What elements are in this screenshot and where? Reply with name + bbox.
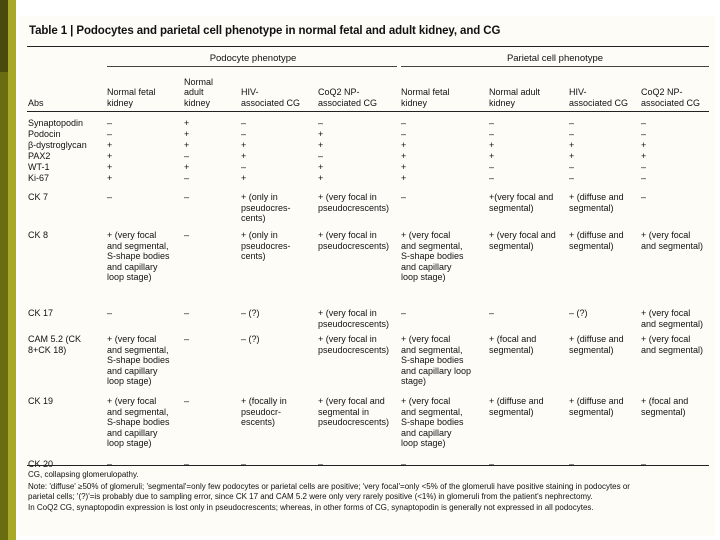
row-label <box>28 192 48 203</box>
column-header <box>489 87 540 108</box>
row-label-line: CK 19 <box>28 396 54 406</box>
table-cell-line: – <box>107 129 113 139</box>
table-cell <box>401 118 406 129</box>
table-cell-line: and segmental, <box>107 406 169 417</box>
table-cell <box>318 396 389 428</box>
table-cell-line: + (very focal <box>641 334 691 344</box>
slide-stripe-light <box>8 0 16 540</box>
column-header <box>401 87 450 108</box>
table-cell-line: + <box>184 140 190 150</box>
column-header-line: associated CG <box>318 97 378 108</box>
table-cell-line: – <box>318 459 324 469</box>
table-cell <box>569 162 574 173</box>
table-cell-line: and segmental, <box>401 344 463 355</box>
row-label <box>28 151 50 162</box>
table-cell-line: – <box>641 129 647 139</box>
table-cell-line: pseudocr- <box>241 406 282 417</box>
table-cell-line: pseudocres- <box>241 240 291 251</box>
table-cell-line: loop stage) <box>401 438 446 448</box>
column-header <box>318 87 377 108</box>
table-cell-line: + (diffuse and <box>569 192 624 202</box>
table-cell-line: – <box>641 118 647 128</box>
table-cell <box>318 162 323 173</box>
table-cell-line: – <box>401 459 407 469</box>
table-cell-line: + (very focal in <box>318 230 377 240</box>
table-cell <box>489 173 494 184</box>
table-cell <box>184 334 189 345</box>
table-note: In CoQ2 CG, synaptopodin expression is lost only in pseudocrescents; whereas, in other forms of CG, synaptopodin is generally not expressed in all podocytes. <box>28 502 594 512</box>
table-cell-line: S-shape bodies <box>401 417 464 427</box>
table-cell <box>184 308 189 319</box>
table-cell <box>401 151 406 162</box>
table-cell-line: + <box>401 151 407 161</box>
table-cell <box>107 308 112 319</box>
table-cell <box>401 308 406 319</box>
row-label-line: CK 17 <box>28 308 54 318</box>
table-cell-line: + <box>401 173 407 183</box>
table-cell-line: + <box>184 162 190 172</box>
table-cell-line: +(very focal and <box>489 192 554 202</box>
table-cell-line: – <box>184 173 190 183</box>
table-cell-line: stage) <box>401 376 427 386</box>
row-label-line: CK 7 <box>28 192 49 202</box>
table-cell-line: + <box>401 140 407 150</box>
table-cell-line: – <box>184 151 190 161</box>
group-underline-podocyte <box>107 66 397 67</box>
row-label-line: CK 20 <box>28 459 54 469</box>
table-cell <box>184 118 189 129</box>
table-cell-line: + <box>241 151 247 161</box>
table-cell <box>489 334 536 355</box>
table-cell-line: – (?) <box>241 334 260 344</box>
table-cell <box>569 151 574 162</box>
table-cell-line: – <box>401 129 407 139</box>
table-cell-line: + (very focal <box>107 230 157 240</box>
row-label <box>28 140 87 151</box>
row-label <box>28 308 53 319</box>
table-cell-line: – (?) <box>241 308 260 318</box>
table-cell-line: escents) <box>241 417 276 427</box>
table-cell <box>318 129 323 140</box>
table-cell <box>184 396 189 407</box>
table-cell-line: and capillary <box>401 261 452 272</box>
table-cell-line: – <box>184 459 190 469</box>
table-cell-line: + <box>107 162 113 172</box>
table-cell <box>107 192 112 203</box>
table-cell-line: – <box>184 334 190 344</box>
table-cell <box>569 129 574 140</box>
table-cell <box>241 140 246 151</box>
table-cell-line: + <box>241 173 247 183</box>
table-cell <box>641 230 703 251</box>
table-cell-line: S-shape bodies <box>107 251 170 261</box>
table-cell-line: + (very focal <box>401 230 451 240</box>
column-header-line: associated CG <box>569 97 629 108</box>
row-label-line: Synaptopodin <box>28 118 84 128</box>
table-cell <box>241 129 246 140</box>
table-cell <box>107 334 170 387</box>
table-cell-line: – <box>489 129 495 139</box>
table-cell-line: + <box>401 162 407 172</box>
table-cell <box>318 334 389 355</box>
top-rule <box>27 46 709 47</box>
table-cell <box>569 140 574 151</box>
column-header-line: adult <box>184 87 204 97</box>
table-cell <box>241 173 246 184</box>
table-cell-line: segmental) <box>569 202 614 213</box>
table-cell-line: – <box>641 162 647 172</box>
table-cell-line: + <box>569 140 575 150</box>
table-cell-line: loop stage) <box>107 376 152 386</box>
group-header-parietal: Parietal cell phenotype <box>506 53 604 64</box>
table-cell-line: segmental) <box>489 406 534 417</box>
table-cell-line: loop stage) <box>107 438 152 448</box>
table-cell-line: segmental in <box>318 406 370 417</box>
table-note: Note: 'diffuse' ≥50% of glomeruli; 'segmental'=only few podocytes or parietal cells are positive; 'very focal'=only <5% of the glomeruli have positive staining in podocytes or <box>28 481 630 491</box>
column-header-line: Normal fetal <box>107 87 156 97</box>
table-cell <box>641 396 688 417</box>
table-cell <box>569 396 624 417</box>
table-cell-line: segmental) <box>489 344 534 355</box>
column-header-line: Normal <box>184 76 214 87</box>
table-cell <box>241 162 246 173</box>
table-cell-line: + (very focal <box>107 334 157 344</box>
table-cell <box>107 118 112 129</box>
table-cell-line: cents) <box>241 213 266 223</box>
table-cell <box>641 334 703 355</box>
table-cell <box>641 129 646 140</box>
table-cell-line: pseudocrescents) <box>318 202 390 213</box>
table-cell-line: – <box>241 118 247 128</box>
table-cell-line: – <box>569 162 575 172</box>
slide-stripe-dark <box>0 0 8 540</box>
column-header-line: associated CG <box>241 97 301 108</box>
table-cell-line: + (diffuse and <box>569 396 624 406</box>
table-page <box>19 16 715 536</box>
table-cell <box>107 129 112 140</box>
column-header-line: HIV- <box>569 87 587 97</box>
table-cell-line: + <box>184 129 190 139</box>
table-cell-line: – <box>318 118 324 128</box>
table-cell <box>318 173 323 184</box>
column-header-line: kidney <box>184 97 211 108</box>
table-cell-line: – <box>489 162 495 172</box>
table-cell <box>569 308 588 319</box>
row-label-line: β-dystroglycan <box>28 140 87 150</box>
table-cell-line: + (very focal in <box>318 192 377 202</box>
table-notes <box>28 470 712 513</box>
table-cell <box>489 151 494 162</box>
table-cell <box>401 396 464 449</box>
table-cell-line: + <box>107 173 113 183</box>
table-cell-line: + (very focal in <box>318 334 377 344</box>
row-label <box>28 334 81 355</box>
table-cell <box>318 192 389 213</box>
table-cell-line: + <box>489 140 495 150</box>
column-header-line: kidney <box>489 97 516 108</box>
table-cell <box>401 129 406 140</box>
table-cell-line: + <box>489 151 495 161</box>
column-header-line: kidney <box>107 97 134 108</box>
table-cell <box>401 192 406 203</box>
table-cell-line: loop stage) <box>401 272 446 282</box>
table-cell <box>569 192 624 213</box>
table-cell <box>107 151 112 162</box>
table-cell-line: – <box>318 151 324 161</box>
table-cell-line: + <box>641 151 647 161</box>
table-cell <box>241 334 260 345</box>
table-cell <box>569 230 624 251</box>
table-cell-line: – <box>184 230 190 240</box>
table-cell <box>107 162 112 173</box>
table-note: parietal cells; '(?)'=is probably due to sampling error, since CK 17 and CAM 5.2 were only very rarely positive (<1%) in glomeruli from the patient's nephrectomy. <box>28 492 593 501</box>
table-cell-line: – <box>184 192 190 202</box>
column-header <box>569 87 628 108</box>
table-cell <box>569 173 574 184</box>
row-label <box>28 396 53 407</box>
table-cell <box>641 192 646 203</box>
table-cell-line: + (very focal <box>641 308 691 318</box>
table-cell <box>318 308 389 329</box>
column-header-line: CoQ2 NP- <box>641 87 683 97</box>
header-rule <box>27 111 709 112</box>
table-cell <box>489 140 494 151</box>
table-cell-line: + (very focal <box>401 396 451 406</box>
table-cell-line: + <box>318 173 324 183</box>
table-cell-line: + <box>107 140 113 150</box>
table-cell-line: and segmental) <box>641 318 704 329</box>
column-header <box>241 87 300 108</box>
table-cell-line: – <box>241 162 247 172</box>
bottom-rule <box>27 465 709 466</box>
table-cell <box>641 173 646 184</box>
table-cell-line: + (only in <box>241 192 278 202</box>
table-cell-line: + (diffuse and <box>489 396 544 406</box>
table-cell-line: pseudocrescents) <box>318 240 390 251</box>
row-label <box>28 173 49 184</box>
table-cell-line: + (very focal in <box>318 308 377 318</box>
table-cell-line: segmental) <box>489 240 534 251</box>
row-label-line: PAX2 <box>28 151 51 161</box>
column-header-line: Normal fetal <box>401 87 450 97</box>
column-header-line: associated CG <box>641 97 701 108</box>
table-cell-line: + (focal and <box>489 334 537 344</box>
table-cell-line: + (very focal and <box>489 230 556 240</box>
table-cell <box>184 162 189 173</box>
table-cell-line: and capillary loop <box>401 365 472 376</box>
table-cell <box>241 396 287 428</box>
table-cell <box>641 118 646 129</box>
table-cell-line: + (very focal <box>107 396 157 406</box>
column-header-line: HIV- <box>241 87 259 97</box>
table-cell-line: – <box>569 459 575 469</box>
table-cell <box>241 308 260 319</box>
row-header-abs: Abs <box>28 98 44 108</box>
row-label <box>28 230 48 241</box>
table-cell-line: – <box>569 129 575 139</box>
group-header-podocyte: Podocyte phenotype <box>209 53 297 64</box>
table-cell <box>569 334 624 355</box>
table-cell-line: S-shape bodies <box>401 251 464 261</box>
table-cell <box>184 230 189 241</box>
row-label-line: CAM 5.2 (CK <box>28 334 82 344</box>
column-header-line: kidney <box>401 97 428 108</box>
column-header <box>184 77 213 109</box>
row-label-line: Podocin <box>28 129 61 139</box>
table-cell-line: segmental) <box>569 344 614 355</box>
table-cell-line: segmental) <box>569 240 614 251</box>
table-cell-line: and segmental) <box>641 240 704 251</box>
table-cell-line: – <box>184 308 190 318</box>
table-cell <box>641 308 703 329</box>
table-cell <box>184 173 189 184</box>
table-cell <box>489 192 553 213</box>
table-cell <box>489 162 494 173</box>
table-cell-line: pseudocres- <box>241 202 291 213</box>
table-cell <box>241 151 246 162</box>
table-cell-line: S-shape bodies <box>107 417 170 427</box>
row-label-line: 8+CK 18) <box>28 344 67 355</box>
table-cell-line: – <box>641 173 647 183</box>
column-header <box>107 87 156 108</box>
row-label <box>28 118 83 129</box>
table-cell <box>318 230 389 251</box>
table-cell-line: and capillary <box>107 261 158 272</box>
column-header <box>641 87 700 108</box>
table-cell-line: + <box>318 162 324 172</box>
table-cell-line: and capillary <box>107 365 158 376</box>
table-cell <box>401 162 406 173</box>
table-cell-line: + (diffuse and <box>569 334 624 344</box>
column-header-line: Normal adult <box>489 87 541 97</box>
table-cell <box>641 162 646 173</box>
table-cell <box>241 230 291 262</box>
row-label-line: Ki-67 <box>28 173 50 183</box>
table-cell <box>318 140 323 151</box>
row-label <box>28 162 50 173</box>
table-cell-line: – <box>489 118 495 128</box>
table-cell <box>401 140 406 151</box>
table-cell-line: + <box>107 151 113 161</box>
table-cell-line: pseudocrescents) <box>318 344 390 355</box>
table-cell <box>107 173 112 184</box>
row-label-line: WT-1 <box>28 162 50 172</box>
table-cell-line: – <box>107 459 113 469</box>
table-cell-line: cents) <box>241 251 266 261</box>
table-cell-line: + (focal and <box>641 396 689 406</box>
table-cell-line: loop stage) <box>107 272 152 282</box>
table-cell <box>401 230 464 283</box>
table-cell-line: and segmental, <box>107 240 169 251</box>
table-cell-line: and capillary <box>107 427 158 438</box>
table-cell-line: – <box>489 308 495 318</box>
table-cell <box>489 230 556 251</box>
table-cell-line: + (very focal <box>641 230 691 240</box>
column-header-line: CoQ2 NP- <box>318 87 360 97</box>
table-cell <box>318 151 323 162</box>
slide-corner-accent <box>0 0 8 72</box>
table-cell-line: – <box>641 459 647 469</box>
row-label-line: CK 8 <box>28 230 49 240</box>
table-cell-line: + <box>241 140 247 150</box>
table-cell <box>641 140 646 151</box>
table-cell-line: + (focally in <box>241 396 287 406</box>
table-cell-line: + (only in <box>241 230 278 240</box>
table-caption: Table 1 | Podocytes and parietal cell phenotype in normal fetal and adult kidney, and CG <box>29 25 501 37</box>
table-cell <box>489 118 494 129</box>
table-cell-line: + <box>569 151 575 161</box>
table-note: CG, collapsing glomerulopathy. <box>28 470 139 479</box>
table-cell <box>184 140 189 151</box>
table-cell <box>107 230 170 283</box>
table-cell <box>569 118 574 129</box>
table-cell-line: – <box>107 118 113 128</box>
table-cell <box>241 118 246 129</box>
table-cell <box>184 192 189 203</box>
table-cell-line: and segmental, <box>401 406 463 417</box>
table-cell-line: + (very focal and <box>318 396 385 406</box>
table-cell-line: pseudocrescents) <box>318 318 390 329</box>
table-cell-line: segmental) <box>569 406 614 417</box>
table-cell-line: and segmental, <box>401 240 463 251</box>
table-cell <box>107 140 112 151</box>
table-cell-line: pseudocrescents) <box>318 417 390 427</box>
table-cell <box>489 308 494 319</box>
table-cell <box>184 151 189 162</box>
table-cell-line: – <box>489 459 495 469</box>
table-cell-line: – (?) <box>569 308 588 318</box>
table-cell-line: and segmental) <box>641 344 704 355</box>
table-cell-line: segmental) <box>641 406 686 417</box>
table-cell-line: – <box>107 192 113 202</box>
row-label <box>28 129 61 140</box>
table-cell-line: + (very focal <box>401 334 451 344</box>
table-cell-line: – <box>401 308 407 318</box>
table-cell-line: – <box>569 173 575 183</box>
table-cell <box>489 396 544 417</box>
table-cell-line: – <box>569 118 575 128</box>
table-cell <box>641 151 646 162</box>
table-cell-line: + <box>641 140 647 150</box>
table-cell <box>318 118 323 129</box>
table-cell-line: – <box>641 192 647 202</box>
group-underline-parietal <box>401 66 709 67</box>
table-cell-line: + <box>318 140 324 150</box>
table-cell <box>107 396 170 449</box>
table-cell-line: – <box>107 308 113 318</box>
table-cell <box>401 334 471 387</box>
table-cell-line: – <box>241 129 247 139</box>
table-cell-line: segmental) <box>489 202 534 213</box>
table-cell-line: – <box>241 459 247 469</box>
table-cell-line: – <box>401 118 407 128</box>
table-cell <box>401 173 406 184</box>
table-cell-line: and segmental, <box>107 344 169 355</box>
table-cell <box>241 192 291 224</box>
table-cell-line: + <box>318 129 324 139</box>
table-cell-line: – <box>184 396 190 406</box>
table-cell-line: S-shape bodies <box>107 355 170 365</box>
table-cell <box>184 129 189 140</box>
table-cell-line: – <box>489 173 495 183</box>
table-cell-line: + <box>184 118 190 128</box>
table-cell-line: S-shape bodies <box>401 355 464 365</box>
table-cell-line: and capillary <box>401 427 452 438</box>
table-cell-line: + (diffuse and <box>569 230 624 240</box>
table-cell <box>489 129 494 140</box>
table-cell-line: – <box>401 192 407 202</box>
